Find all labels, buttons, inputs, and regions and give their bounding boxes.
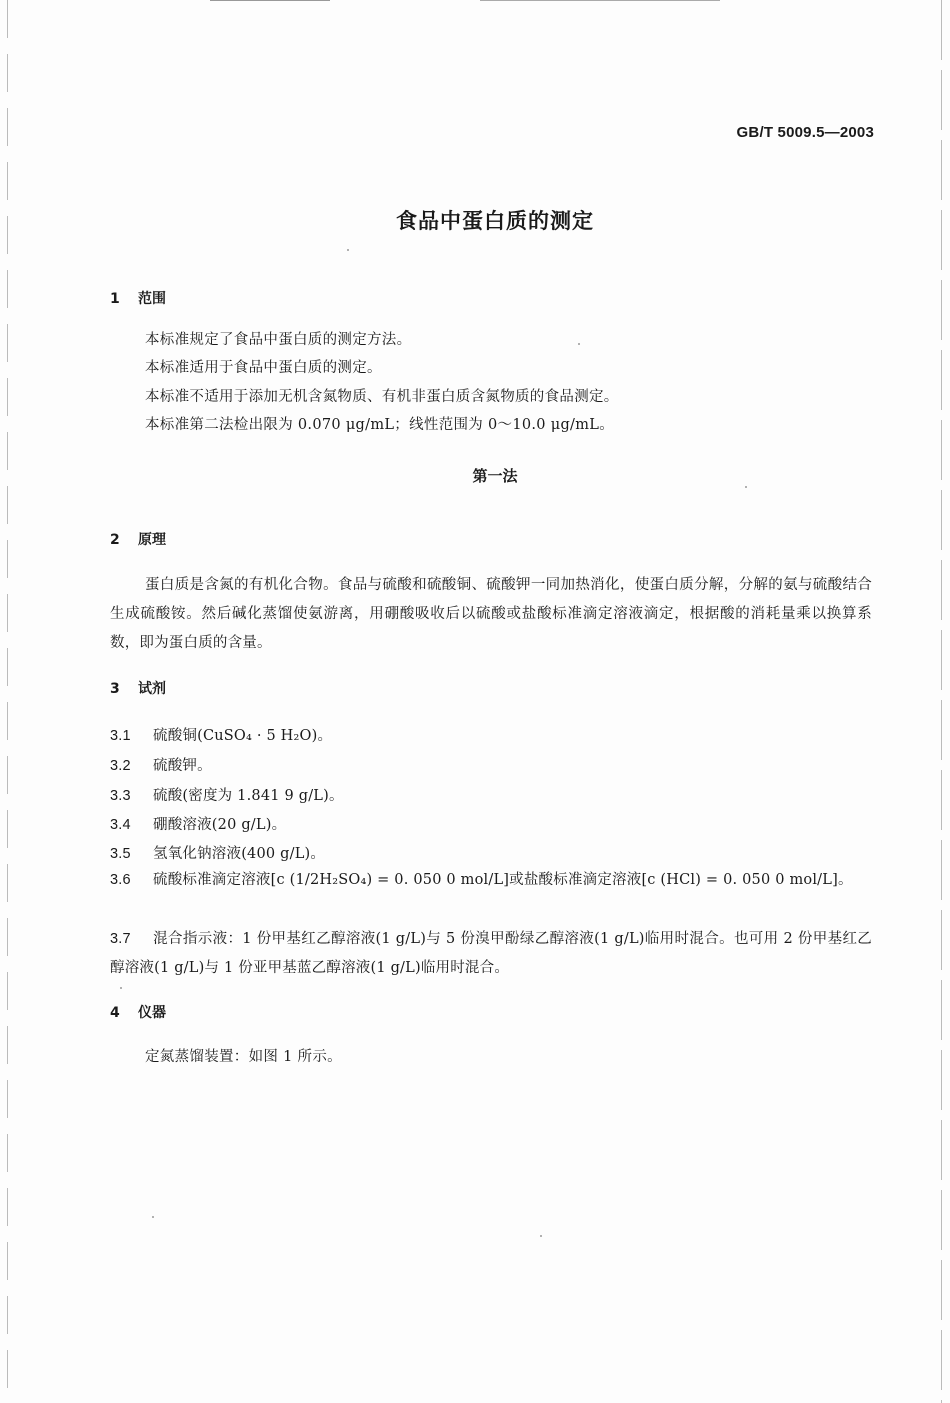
reagent-item [110, 784, 344, 805]
section-heading-scope [110, 288, 166, 308]
item-text: 硼酸溶液(20 g/L)。 [153, 817, 287, 833]
scan-speckle [347, 249, 349, 251]
reagent-item [110, 724, 332, 745]
apparatus-paragraph: 定氮蒸馏装置：如图 1 所示。 [145, 1049, 342, 1065]
method-title: 第一法 [472, 467, 518, 485]
item-text: 硫酸铜(CuSO₄ · 5 H₂O)。 [153, 728, 333, 744]
scan-speckle [152, 1216, 154, 1218]
item-number: 3.1 [110, 728, 131, 744]
section-heading-principle [110, 529, 166, 549]
section-heading-apparatus [110, 1002, 166, 1022]
scan-speckle [745, 486, 747, 488]
scope-paragraph: 本标准不适用于添加无机含氮物质、有机非蛋白质含氮物质的食品测定。 [145, 389, 619, 405]
section-number: 4 [110, 1005, 120, 1021]
scope-paragraph: 本标准第二法检出限为 0.070 μg/mL；线性范围为 0～10.0 μg/mL。 [145, 417, 614, 433]
section-title: 试剂 [138, 681, 166, 697]
item-text: 硫酸钾。 [153, 758, 212, 774]
section-number: 1 [110, 291, 120, 307]
section-title: 仪器 [138, 1005, 166, 1021]
principle-paragraph: 蛋白质是含氮的有机化合物。食品与硫酸和硫酸铜、硫酸钾一同加热消化，使蛋白质分解，分解的氨与硫酸结合生成硫酸铵。然后碱化蒸馏使氨游离，用硼酸吸收后以硫酸或盐酸标准滴定溶液滴定，根据酸的消耗量乘以换算系数，即为蛋白质的含量。 [110, 577, 872, 651]
reagent-item [110, 842, 325, 863]
reagent-item-long [110, 925, 872, 983]
standard-code: GB/T 5009.5—2003 [736, 124, 874, 141]
item-text: 硫酸(密度为 1.841 9 g/L)。 [153, 788, 344, 804]
item-text: 硫酸标准滴定溶液[c (1/2H₂SO₄) = 0. 050 0 mol/L]或盐酸标准滴定溶液[c (HCl) = 0. 050 0 mol/L]。 [153, 872, 853, 888]
item-number: 3.7 [110, 931, 131, 947]
reagent-item [110, 813, 286, 834]
item-number: 3.4 [110, 817, 131, 833]
item-number: 3.3 [110, 788, 131, 804]
item-text: 混合指示液：1 份甲基红乙醇溶液(1 g/L)与 5 份溴甲酚绿乙醇溶液(1 g/L)临用时混合。也可用 2 份甲基红乙醇溶液(1 g/L)与 1 份亚甲基蓝乙醇溶液(1 g/L)临用时混合。 [110, 931, 872, 976]
section-title: 范围 [138, 291, 166, 307]
scan-speckle [578, 343, 580, 345]
section-number: 2 [110, 532, 120, 548]
section-number: 3 [110, 681, 120, 697]
scan-speckle [540, 1235, 542, 1237]
reagent-item-long [110, 866, 872, 895]
reagent-item [110, 754, 212, 775]
scan-artifact-top [480, 0, 720, 1]
section-title: 原理 [138, 532, 166, 548]
item-number: 3.6 [110, 872, 131, 888]
scope-paragraph: 本标准适用于食品中蛋白质的测定。 [145, 360, 382, 376]
scan-speckle [120, 987, 122, 989]
item-number: 3.2 [110, 758, 131, 774]
section-heading-reagents [110, 678, 166, 698]
item-number: 3.5 [110, 846, 131, 862]
scope-paragraph: 本标准规定了食品中蛋白质的测定方法。 [145, 332, 412, 348]
document-title: 食品中蛋白质的测定 [396, 209, 594, 233]
item-text: 氢氧化钠溶液(400 g/L)。 [153, 846, 326, 862]
scan-artifact-top [210, 0, 330, 1]
